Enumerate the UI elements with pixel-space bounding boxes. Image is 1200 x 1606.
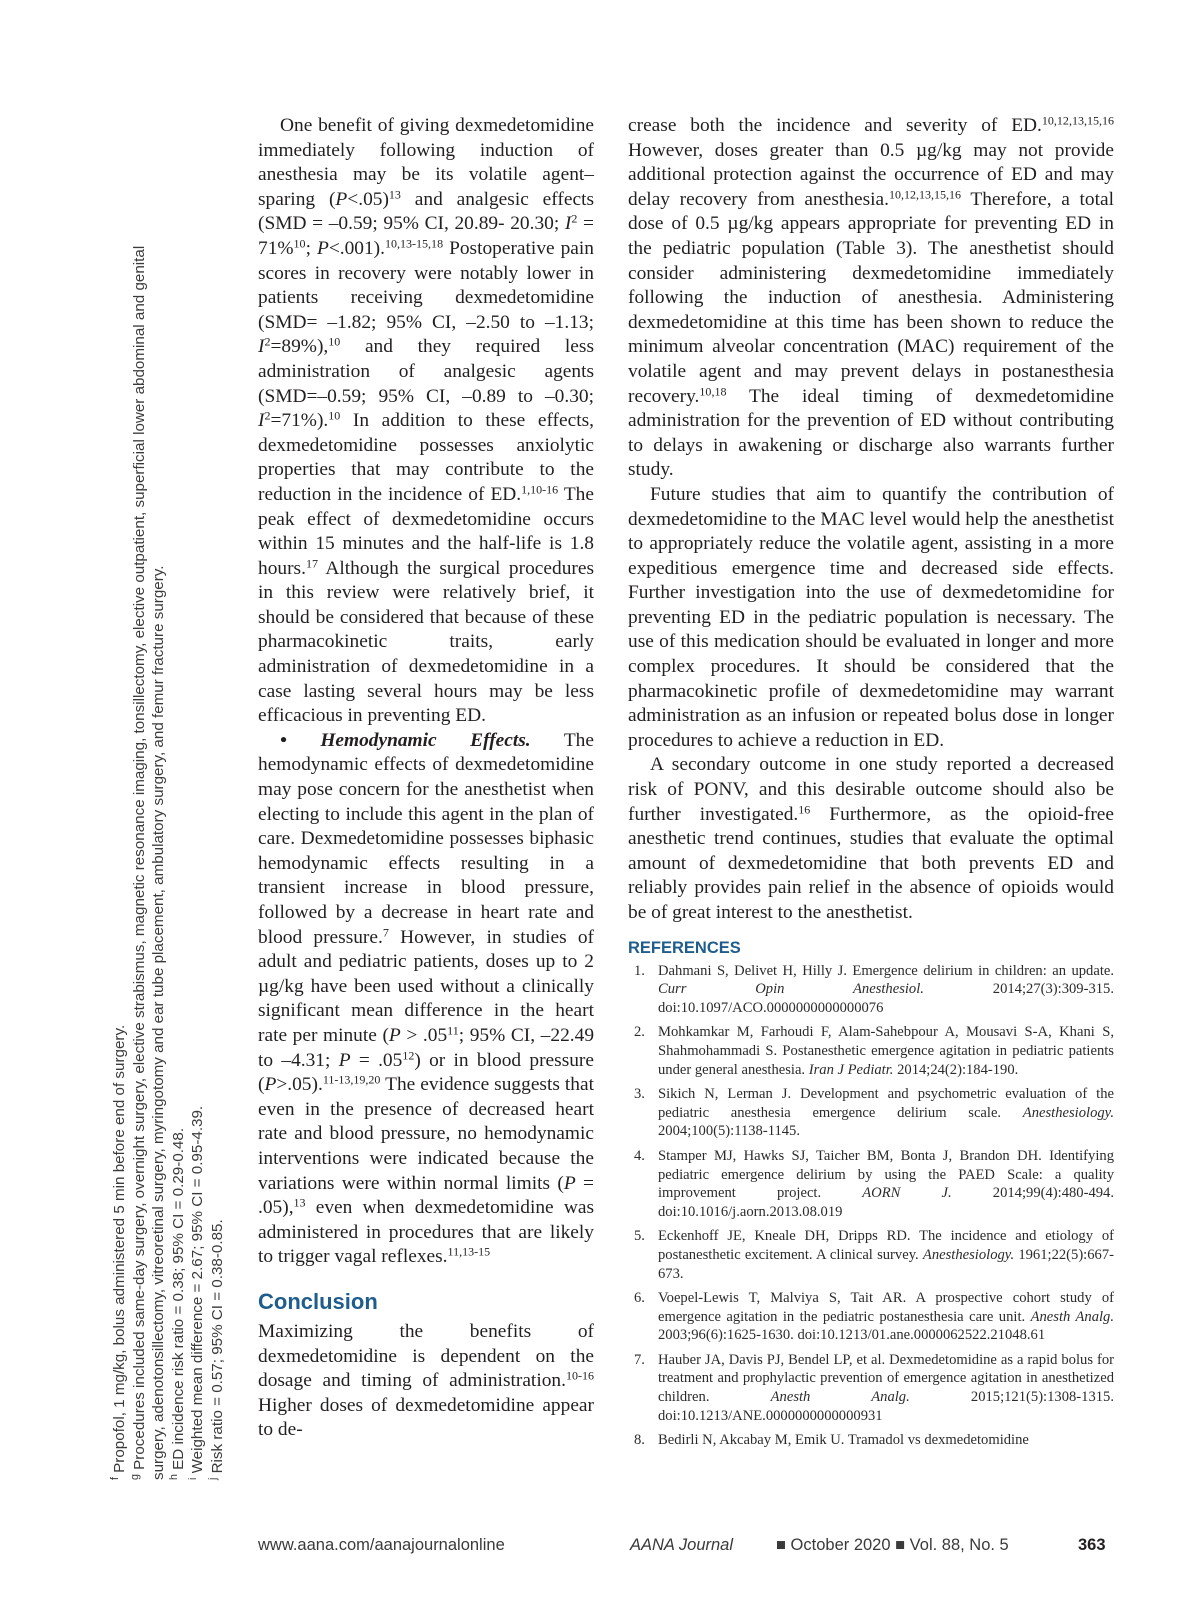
- right-column: [628, 114, 1114, 1456]
- conclusion-heading: Conclusion: [258, 1288, 378, 1314]
- footnote-h: $^h$ ED incidence risk ratio = 0.38; 95% CI = 0.29-0.48.: [167, 1127, 187, 1480]
- page-number: 363: [1078, 1536, 1106, 1554]
- paragraph-hemodynamic: • Hemodynamic Effects. The hemodynamic effects of dexmedetomidine may pose concern for the anesthetist when electing to include this agent in the plan of care. Dexmedetomidine possesses biphasic hemodynamic effects resulting in a transient increase in blood pressure, followed by a decrease in heart rate and blood pressure.$^7$ However, in studies of adult and pediatric patients, doses up to 2 µg/kg have been used without a clinically significant mean difference in the heart rate per minute ($P > .05^{11}$; 95% CI, –22.49 to –4.31; $P = .05^{12}$) or in blood pressure (P>.05).$^{11-13,19,20}$ The evidence suggests that even in the presence of decreased heart rate and blood pressure, no hemodynamic interventions were indicated because the variations were within normal limits (P = .05),$^{13}$ even when dexmedetomidine was administered in procedures that are likely to trigger vagal reflexes.$^{11,13-15}$: [258, 729, 595, 1268]
- footnote-f: $^f$ Propofol, 1 mg/kg, bolus administered 5 min before end of surgery.: [109, 1024, 128, 1480]
- reference-item: 4. Stamper MJ, Hawks SJ, Taicher BM, Bonta J, Brandon DH. Identifying pediatric emergence delirium by using the PAED Scale: a quality improvement project. AORN J. 2014;99(4):480-494. doi:10.1016/j.aorn.2013.08.019: [634, 1147, 1114, 1220]
- references-heading: REFERENCES: [628, 938, 741, 957]
- footnote-i: $^i$ Weighted mean difference = 2.67; 95% CI = 0.95-4.39.: [187, 1105, 207, 1480]
- reference-item: 2. Mohkamkar M, Farhoudi F, Alam-Sahebpour A, Mousavi S-A, Khani S, Shahmohammadi S. Postanesthetic emergence agitation in pediatric patients under general anesthesia. Iran J Pediatr. 2014;24(2):184-190.: [634, 1024, 1114, 1078]
- footer-journal-name: AANA Journal: [630, 1536, 734, 1554]
- footer-issue: ■ October 2020 ■ Vol. 88, No. 5: [776, 1536, 1009, 1554]
- reference-list: [628, 962, 1114, 1450]
- subheading-hemodynamic: • Hemodynamic Effects.: [280, 729, 531, 751]
- paragraph-dosage: crease both the incidence and severity of ED.$^{10,12,13,15,16}$ However, doses greater than 0.5 µg/kg may not provide additional protection against the occurrence of ED and may delay recovery from anesthesia.$^{10,12,13,15,16}$ Therefore, a total dose of 0.5 µg/kg appears appropriate for preventing ED in the pediatric population (Table 3). The anesthetist should consider administering dexmedetomidine immediately following the induction of anesthesia. Administering dexmedetomidine at this time has been shown to reduce the minimum alveolar concentration (MAC) requirement of the volatile agent and may prevent delays in postanesthesia recovery.$^{10,18}$ The ideal timing of dexmedetomidine administration for the prevention of ED without contributing to delays in awakening or discharge also warrants further study.: [628, 113, 1114, 481]
- paragraph-future-studies: Future studies that aim to quantify the contribution of dexmedetomidine to the MAC level would help the anesthetist to appropriately reduce the volatile agent, assisting in a more expeditious emergence time and decreased side effects. Further investigation into the use of dexmedetomidine for preventing ED in the pediatric population is necessary. The use of this medication should be evaluated in longer and more complex procedures. It should be considered that the pharmacokinetic profile of dexmedetomidine may warrant administration as an infusion or repeated bolus dose in longer procedures to achieve a reduction in ED.: [628, 483, 1114, 751]
- paragraph-secondary-outcome: A secondary outcome in one study reported a decreased risk of PONV, and this desirable outcome should also be further investigated.$^{16}$ Furthermore, as the opioid-free anesthetic trend continues, studies that evaluate the optimal amount of dexmedetomidine that both prevents ED and reliably provides pain relief in the absence of opioids would be of great interest to the anesthetist.: [628, 754, 1114, 923]
- reference-item: 1. Dahmani S, Delivet H, Hilly J. Emergence delirium in children: an update. Curr Opin Anesthesiol. 2014;27(3):309-315. doi:10.1097/ACO.0000000000000076: [634, 962, 1114, 1016]
- table-footnotes: [110, 120, 260, 1480]
- reference-item: 6. Voepel-Lewis T, Malviya S, Tait AR. A prospective cohort study of emergence agitation in the pediatric postanesthesia care unit. Anesth Analg. 2003;96(6):1625-1630. doi:10.1213/01.ane.0000062522.21048.61: [634, 1290, 1114, 1344]
- reference-item: 8. Bedirli N, Akcabay M, Emik U. Tramadol vs dexmedetomidine: [634, 1432, 1029, 1449]
- footnote-j: $^j$ Risk ratio = 0.57; 95% CI = 0.38-0.85.: [207, 1219, 226, 1480]
- reference-item: 3. Sikich N, Lerman J. Development and psychometric evaluation of the pediatric anesthesia emergence delirium scale. Anesthesiology. 2004;100(5):1138-1145.: [634, 1086, 1114, 1140]
- left-column: [258, 114, 594, 1443]
- footnote-g-cont: surgery, adenotonsillectomy, vitreoretinal surgery, myringotomy and ear tube placement, ambulatory surgery, and femur fracture surgery.: [150, 565, 168, 1480]
- reference-item: 7. Hauber JA, Davis PJ, Bendel LP, et al. Dexmedetomidine as a rapid bolus for treatment and prophylactic prevention of emergence agitation in anesthetized children. Anesth Analg. 2015;121(5):1308-1315. doi:10.1213/ANE.0000000000000931: [634, 1351, 1114, 1424]
- paragraph-conclusion: Maximizing the benefits of dexmedetomidine is dependent on the dosage and timing of administration.$^{10-16}$ Higher doses of dexmedetomidine appear to de-: [258, 1320, 594, 1441]
- footnote-g: $^g$ Procedures included same-day surgery, overnight surgery, elective strabismus, magnetic resonance imaging, tonsillectomy, elective outpatient, superficial lower abdominal and genital: [128, 245, 148, 1480]
- footer-url: www.aana.com/aanajournalonline: [258, 1536, 505, 1554]
- reference-item: 5. Eckenhoff JE, Kneale DH, Dripps RD. The incidence and etiology of postanesthetic excitement. A clinical survey. Anesthesiology. 1961;22(5):667-673.: [634, 1228, 1114, 1282]
- paragraph-volatile-sparing: One benefit of giving dexmedetomidine immediately following induction of anesthesia may be its volatile agent–sparing (P<.05)$^{13}$ and analgesic effects (SMD = –0.59; 95% CI, 20.89- 20.30; $I^2 = 71\%^{10}$; P<.001).$^{10,13-15,18}$ Postoperative pain scores in recovery were notably lower in patients receiving dexmedetomidine (SMD= –1.82; 95% CI, –2.50 to –1.13; $I^2=89\%),^{10}$ and they required less administration of analgesic agents (SMD=–0.59; 95% CI, –0.89 to –0.30; $I^2=71\%).^{10}$ In addition to these effects, dexmedetomidine possesses anxiolytic properties that may contribute to the reduction in the incidence of ED.$^{1,10-16}$ The peak effect of dexmedetomidine occurs within 15 minutes and the half-life is 1.8 hours.$^{17}$ Although the surgical procedures in this review were relatively brief, it should be considered that because of these pharmacokinetic traits, early administration of dexmedetomidine in a case lasting several hours may be less efficacious in preventing ED.: [258, 115, 595, 727]
